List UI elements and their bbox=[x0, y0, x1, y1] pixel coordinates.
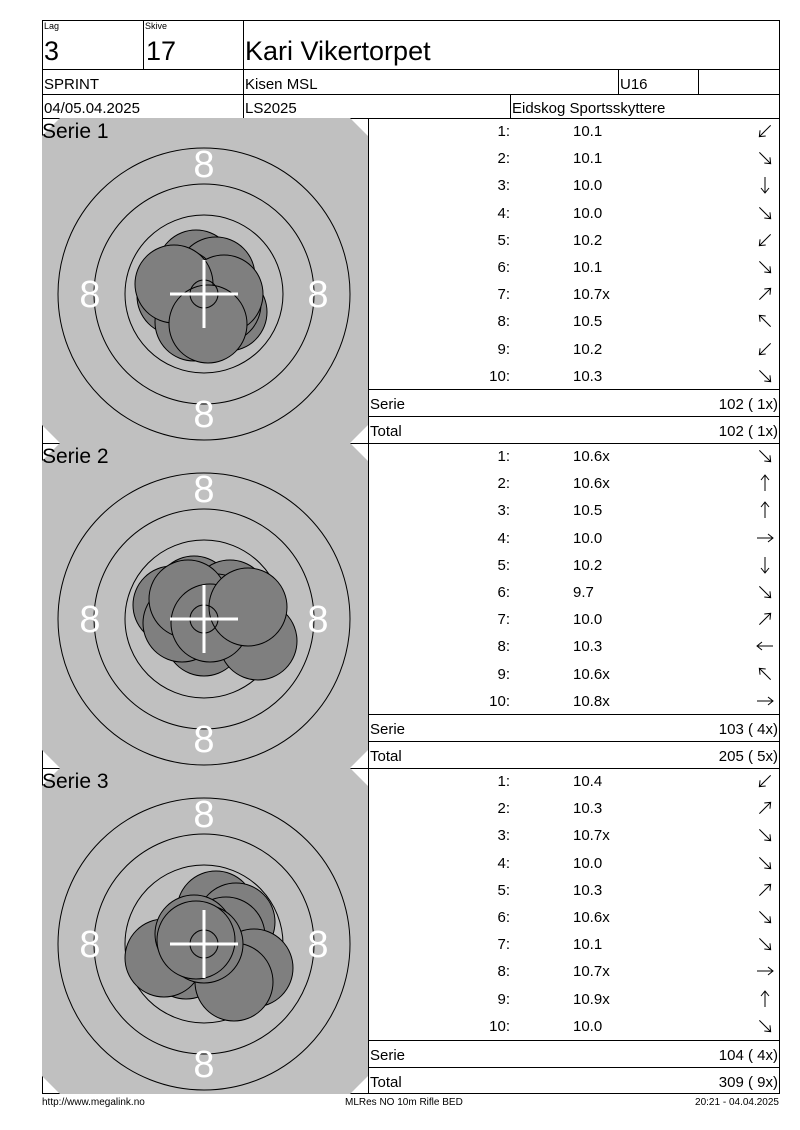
shot-number: 8: bbox=[497, 638, 510, 656]
club-name: Eidskog Sportsskyttere bbox=[512, 100, 666, 117]
direction-arrow-icon bbox=[754, 473, 776, 493]
footer-timestamp: 20:21 - 04.04.2025 bbox=[695, 1097, 779, 1108]
series-label: Serie 2 bbox=[42, 445, 109, 468]
direction-arrow-icon bbox=[754, 555, 776, 575]
event-code: LS2025 bbox=[245, 100, 297, 117]
lag-value: 3 bbox=[44, 36, 60, 66]
ring-number: 8 bbox=[193, 719, 215, 761]
shot-score: 10.0 bbox=[573, 1017, 603, 1035]
serie-sum-row bbox=[368, 714, 780, 741]
header-divider bbox=[42, 94, 780, 95]
direction-arrow-icon bbox=[754, 907, 776, 927]
shot-number: 7: bbox=[497, 286, 510, 304]
target-image bbox=[42, 768, 368, 1094]
event-date: 04/05.04.2025 bbox=[44, 100, 140, 117]
shot-number: 6: bbox=[497, 259, 510, 276]
ring-number: 8 bbox=[193, 1044, 215, 1086]
direction-arrow-icon bbox=[754, 961, 776, 981]
shot-row bbox=[368, 118, 780, 145]
direction-arrow-icon bbox=[754, 636, 776, 656]
shot-score: 10.5 bbox=[573, 502, 603, 520]
direction-arrow-icon bbox=[754, 500, 776, 520]
shot-score: 10.8x bbox=[573, 692, 610, 710]
ring-number: 8 bbox=[307, 274, 329, 316]
shot-score: 10.7x bbox=[573, 286, 610, 304]
shot-number: 7: bbox=[497, 936, 510, 954]
shot-row bbox=[368, 363, 780, 390]
shot-number: 10: bbox=[489, 692, 510, 710]
shot-score: 10.0 bbox=[573, 854, 603, 872]
shot-hole bbox=[169, 285, 247, 363]
shot-number: 6: bbox=[497, 584, 510, 601]
shot-score: 10.3 bbox=[573, 800, 603, 818]
header-divider bbox=[143, 20, 144, 69]
direction-arrow-icon bbox=[754, 664, 776, 684]
shot-score: 10.2 bbox=[573, 340, 603, 358]
shot-number: 6: bbox=[497, 909, 510, 926]
direction-arrow-icon bbox=[754, 528, 776, 548]
shot-number: 9: bbox=[497, 340, 510, 358]
shot-row bbox=[368, 227, 780, 254]
shot-score: 10.9x bbox=[573, 990, 610, 1008]
shot-score: 10.4 bbox=[573, 773, 603, 790]
shot-row bbox=[368, 877, 780, 904]
shot-number: 1: bbox=[497, 123, 510, 140]
total-value: 102 ( 1x) bbox=[718, 423, 778, 440]
target-panel bbox=[42, 118, 368, 443]
shot-number: 8: bbox=[497, 313, 510, 331]
shot-hole bbox=[157, 901, 235, 979]
shot-score: 10.5 bbox=[573, 313, 603, 331]
ring-number: 8 bbox=[79, 924, 101, 966]
ring-number: 8 bbox=[193, 394, 215, 436]
shot-row bbox=[368, 688, 780, 715]
direction-arrow-icon bbox=[754, 609, 776, 629]
total-label: Total bbox=[370, 423, 402, 440]
direction-arrow-icon bbox=[754, 989, 776, 1009]
shot-score: 10.0 bbox=[573, 204, 603, 222]
shot-row bbox=[368, 931, 780, 958]
direction-arrow-icon bbox=[754, 934, 776, 954]
header-divider bbox=[698, 69, 699, 94]
shot-score: 10.1 bbox=[573, 150, 603, 168]
shot-score: 10.6x bbox=[573, 665, 610, 683]
direction-arrow-icon bbox=[754, 582, 776, 602]
shot-row bbox=[368, 633, 780, 660]
shot-row bbox=[368, 200, 780, 227]
shot-number: 4: bbox=[497, 204, 510, 222]
direction-arrow-icon bbox=[754, 798, 776, 818]
shooter-name: Kari Vikertorpet bbox=[245, 36, 431, 66]
shot-score: 10.7x bbox=[573, 963, 610, 981]
program-name: SPRINT bbox=[44, 76, 100, 93]
shot-score: 10.7x bbox=[573, 827, 610, 845]
shot-number: 2: bbox=[497, 475, 510, 493]
shot-number: 4: bbox=[497, 854, 510, 872]
direction-arrow-icon bbox=[754, 311, 776, 331]
shot-row bbox=[368, 822, 780, 849]
header-divider bbox=[42, 69, 780, 70]
serie-sum-label: Serie bbox=[370, 396, 406, 413]
shot-number: 1: bbox=[497, 448, 510, 465]
shot-score: 10.1 bbox=[573, 259, 603, 276]
shot-score: 10.2 bbox=[573, 556, 603, 574]
footer-url[interactable]: http://www.megalink.no bbox=[42, 1097, 145, 1108]
skive-caption: Skive bbox=[145, 21, 168, 31]
serie-sum-value: 102 ( 1x) bbox=[718, 396, 778, 413]
shot-row bbox=[368, 661, 780, 688]
direction-arrow-icon bbox=[754, 1016, 776, 1036]
series-block bbox=[42, 118, 780, 443]
series-block bbox=[42, 768, 780, 1094]
serie-sum-value: 103 ( 4x) bbox=[718, 721, 778, 738]
total-row bbox=[368, 741, 780, 768]
direction-arrow-icon bbox=[754, 771, 776, 791]
direction-arrow-icon bbox=[754, 175, 776, 195]
direction-arrow-icon bbox=[754, 230, 776, 250]
shot-row bbox=[368, 443, 780, 470]
shot-row bbox=[368, 254, 780, 281]
direction-arrow-icon bbox=[754, 121, 776, 141]
shot-score: 10.3 bbox=[573, 638, 603, 656]
target-panel bbox=[42, 443, 368, 768]
shot-row bbox=[368, 525, 780, 552]
total-row bbox=[368, 1067, 780, 1094]
shot-row bbox=[368, 850, 780, 877]
ring-number: 8 bbox=[193, 794, 215, 836]
total-label: Total bbox=[370, 748, 402, 765]
direction-arrow-icon bbox=[754, 825, 776, 845]
shot-number: 10: bbox=[489, 1017, 510, 1035]
lag-caption: Lag bbox=[44, 21, 60, 31]
footer-system: MLRes NO 10m Rifle BED bbox=[345, 1097, 463, 1108]
shot-number: 5: bbox=[497, 881, 510, 899]
shot-row bbox=[368, 904, 780, 931]
direction-arrow-icon bbox=[754, 880, 776, 900]
direction-arrow-icon bbox=[754, 339, 776, 359]
shot-row bbox=[368, 497, 780, 524]
ring-number: 8 bbox=[193, 144, 215, 186]
shot-row bbox=[368, 172, 780, 199]
shot-hole bbox=[209, 568, 287, 646]
target-panel bbox=[42, 768, 368, 1094]
shot-list bbox=[368, 768, 780, 1094]
shot-number: 4: bbox=[497, 529, 510, 547]
shot-number: 3: bbox=[497, 827, 510, 845]
shot-number: 2: bbox=[497, 150, 510, 168]
shot-row bbox=[368, 606, 780, 633]
shot-number: 5: bbox=[497, 556, 510, 574]
serie-sum-row bbox=[368, 389, 780, 416]
shot-number: 9: bbox=[497, 990, 510, 1008]
total-value: 205 ( 5x) bbox=[718, 748, 778, 765]
serie-sum-label: Serie bbox=[370, 1047, 406, 1064]
shot-number: 10: bbox=[489, 367, 510, 385]
direction-arrow-icon bbox=[754, 257, 776, 277]
ring-number: 8 bbox=[79, 274, 101, 316]
ring-number: 8 bbox=[307, 924, 329, 966]
shot-row bbox=[368, 308, 780, 335]
shot-score: 10.1 bbox=[573, 936, 603, 954]
shot-score: 10.6x bbox=[573, 909, 610, 926]
shot-score: 10.0 bbox=[573, 529, 603, 547]
shot-score: 10.3 bbox=[573, 367, 603, 385]
serie-sum-label: Serie bbox=[370, 721, 406, 738]
shot-score: 9.7 bbox=[573, 584, 594, 601]
total-label: Total bbox=[370, 1074, 402, 1091]
header-divider bbox=[618, 69, 619, 94]
shot-row bbox=[368, 795, 780, 822]
shot-score: 10.6x bbox=[573, 448, 610, 465]
total-row bbox=[368, 416, 780, 443]
shot-score: 10.3 bbox=[573, 881, 603, 899]
shot-number: 3: bbox=[497, 502, 510, 520]
serie-sum-value: 104 ( 4x) bbox=[718, 1047, 778, 1064]
series-label: Serie 3 bbox=[42, 770, 109, 793]
shot-score: 10.0 bbox=[573, 177, 603, 195]
shot-row bbox=[368, 1013, 780, 1040]
ring-number: 8 bbox=[193, 469, 215, 511]
shot-number: 3: bbox=[497, 177, 510, 195]
shot-number: 2: bbox=[497, 800, 510, 818]
skive-value: 17 bbox=[146, 36, 177, 66]
shot-number: 5: bbox=[497, 231, 510, 249]
shot-list bbox=[368, 443, 780, 768]
shot-number: 9: bbox=[497, 665, 510, 683]
header-divider bbox=[510, 94, 511, 118]
header-divider bbox=[243, 20, 244, 118]
shot-row bbox=[368, 281, 780, 308]
shot-row bbox=[368, 958, 780, 985]
direction-arrow-icon bbox=[754, 148, 776, 168]
series-block bbox=[42, 443, 780, 768]
ring-number: 8 bbox=[79, 599, 101, 641]
total-value: 309 ( 9x) bbox=[718, 1074, 778, 1091]
direction-arrow-icon bbox=[754, 203, 776, 223]
direction-arrow-icon bbox=[754, 691, 776, 711]
shooter-class: U16 bbox=[620, 76, 648, 93]
shot-row bbox=[368, 986, 780, 1013]
shot-score: 10.6x bbox=[573, 475, 610, 493]
direction-arrow-icon bbox=[754, 853, 776, 873]
event-name: Kisen MSL bbox=[245, 76, 318, 93]
shot-row bbox=[368, 768, 780, 795]
target-image bbox=[42, 118, 368, 443]
shot-score: 10.2 bbox=[573, 231, 603, 249]
shot-row bbox=[368, 145, 780, 172]
shot-number: 1: bbox=[497, 773, 510, 790]
shot-row bbox=[368, 579, 780, 606]
direction-arrow-icon bbox=[754, 284, 776, 304]
direction-arrow-icon bbox=[754, 366, 776, 386]
shot-score: 10.1 bbox=[573, 123, 603, 140]
shot-row bbox=[368, 552, 780, 579]
shot-list bbox=[368, 118, 780, 443]
ring-number: 8 bbox=[307, 599, 329, 641]
target-image bbox=[42, 443, 368, 768]
shot-row bbox=[368, 470, 780, 497]
shot-number: 8: bbox=[497, 963, 510, 981]
shot-score: 10.0 bbox=[573, 611, 603, 629]
series-label: Serie 1 bbox=[42, 120, 109, 143]
serie-sum-row bbox=[368, 1040, 780, 1067]
direction-arrow-icon bbox=[754, 446, 776, 466]
shot-number: 7: bbox=[497, 611, 510, 629]
shot-row bbox=[368, 336, 780, 363]
